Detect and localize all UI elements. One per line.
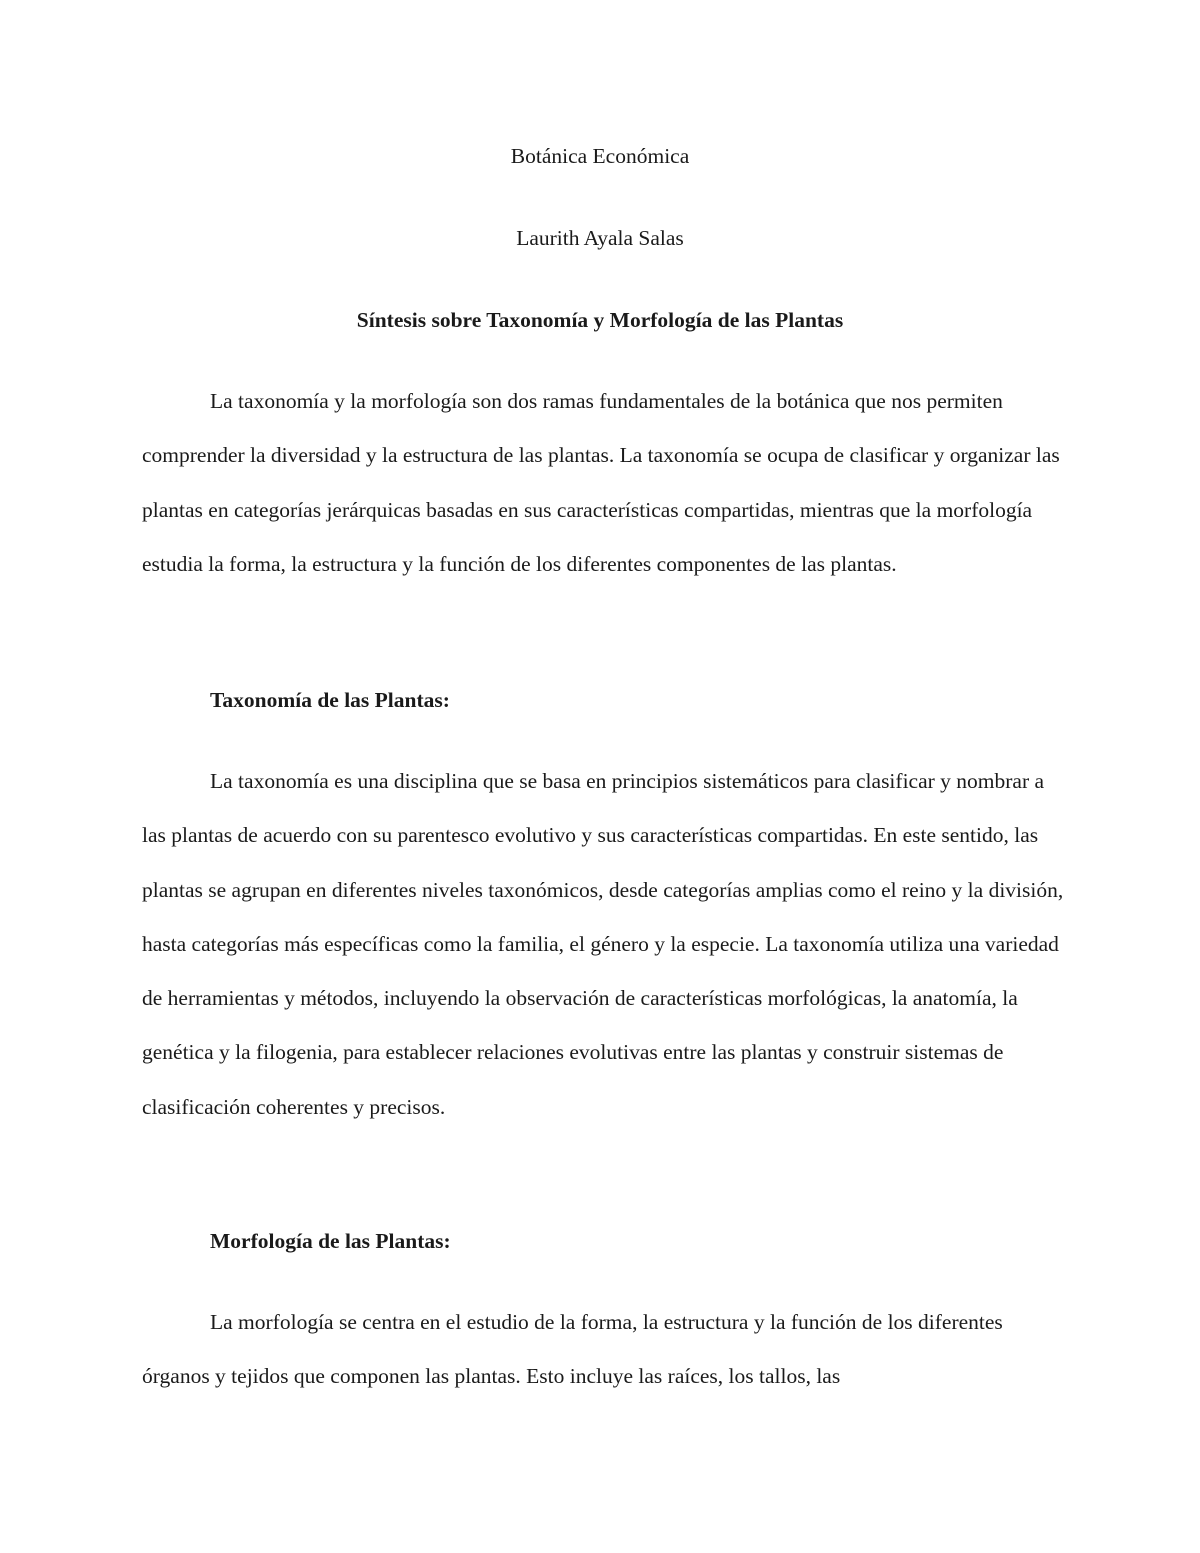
section-heading-taxonomia: Taxonomía de las Plantas:: [210, 688, 450, 712]
course-name: Botánica Económica: [510, 144, 690, 168]
section-paragraph-morfologia: La morfología se centra en el estudio de la forma, la estructura y la función de los diferentes órganos y tejidos que componen las plantas. Esto incluye las raíces, los tallos, las: [142, 1310, 1003, 1389]
section-paragraph-taxonomia: La taxonomía es una disciplina que se basa en principios sistemáticos para clasificar y nombrar a las plantas de acuerdo con su parentesco evolutivo y sus características compartidas. En este sentido, las plantas se agrupan en diferentes niveles taxonómicos, desde categorías amplias como el reino y la división, hasta categorías más específicas como la familia, el género y la especie. La taxonomía utiliza una variedad de herramientas y métodos, incluyendo la observación de características morfológicas, la anatomía, la genética y la filogenia, para establecer relaciones evolutivas entre las plantas y construir sistemas de clasificación coherentes y precisos.: [142, 769, 1064, 1119]
document-title: Síntesis sobre Taxonomía y Morfología de las Plantas: [356, 308, 844, 332]
author-name: Laurith Ayala Salas: [516, 226, 684, 250]
intro-paragraph: La taxonomía y la morfología son dos ramas fundamentales de la botánica que nos permiten comprender la diversidad y la estructura de las plantas. La taxonomía se ocupa de clasificar y organizar las plantas en categorías jerárquicas basadas en sus características compartidas, mientras que la morfología estudia la forma, la estructura y la función de los diferentes componentes de las plantas.: [142, 389, 1060, 576]
section-heading-morfologia: Morfología de las Plantas:: [210, 1229, 451, 1253]
